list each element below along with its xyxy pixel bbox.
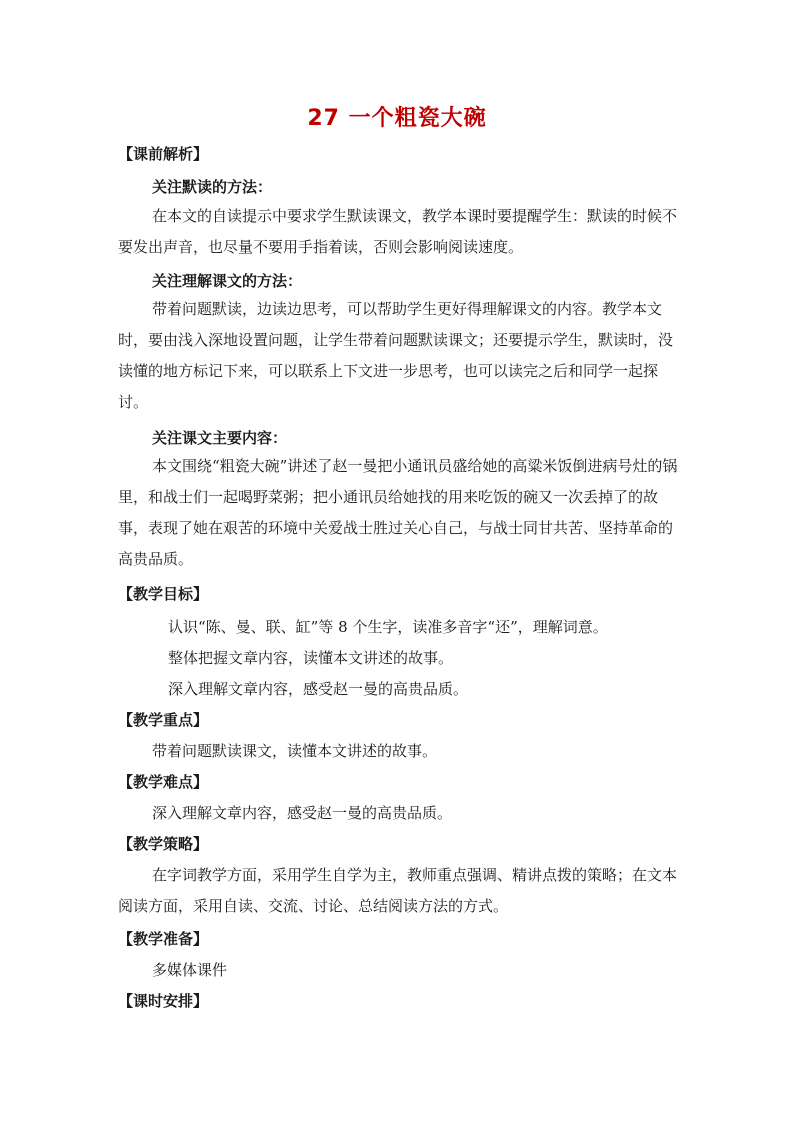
heading-preparation: 【教学准备】 (118, 930, 209, 948)
difficulties-text: 深入理解文章内容，感受赵一曼的高贵品质。 (152, 804, 453, 822)
label-main-content: 关注课文主要内容： (152, 429, 288, 447)
heading-schedule: 【课时安排】 (118, 992, 209, 1010)
heading-difficulties: 【教学难点】 (118, 773, 209, 791)
heading-goals: 【教学目标】 (118, 585, 209, 603)
heading-pre-analysis: 【课前解析】 (118, 145, 209, 163)
paragraph-main-content: 本文围绕“粗瓷大碗”讲述了赵一曼把小通讯员盛给她的高粱米饭倒进病号灶的锅里，和战士们一起喝野菜粥；把小通讯员给她找的用来吃饭的碗又一次丢掉了的故事，表现了她在艰苦的环境中关爱战士胜过关心自己，与战士同甘共苦、坚持革命的高贵品质。 (118, 457, 678, 568)
heading-key-points: 【教学重点】 (118, 711, 209, 729)
goal-item-3: 深入理解文章内容，感受赵一曼的高贵品质。 (168, 680, 469, 698)
heading-strategy: 【教学策略】 (118, 835, 209, 853)
page-title: 27 一个粗瓷大碗 (307, 106, 487, 131)
label-understanding: 关注理解课文的方法： (152, 272, 303, 290)
key-points-text: 带着问题默读课文，读懂本文讲述的故事。 (152, 742, 438, 760)
paragraph-understanding: 带着问题默读，边读边思考，可以帮助学生更好得理解课文的内容。教学本文时，要由浅入深地设置问题，让学生带着问题默读课文；还要提示学生，默读时，没读懂的地方标记下来，可以联系上下文进一步思考，也可以读完之后和同学一起探讨。 (118, 300, 674, 411)
paragraph-strategy: 在字词教学方面，采用学生自学为主，教师重点强调、精讲点拨的策略；在文本阅读方面，采用自读、交流、讨论、总结阅读方法的方式。 (118, 866, 678, 915)
goal-item-1: 认识“陈、曼、联、缸”等 8 个生字，读准多音字“还”，理解词意。 (168, 618, 608, 636)
label-silent-reading: 关注默读的方法： (152, 178, 273, 196)
paragraph-silent-reading: 在本文的自读提示中要求学生默读课文，教学本课时要提醒学生：默读的时候不要发出声音，也尽量不要用手指着读，否则会影响阅读速度。 (118, 207, 678, 256)
preparation-text: 多媒体课件 (152, 961, 228, 979)
goal-item-2: 整体把握文章内容，读懂本文讲述的故事。 (168, 649, 454, 667)
